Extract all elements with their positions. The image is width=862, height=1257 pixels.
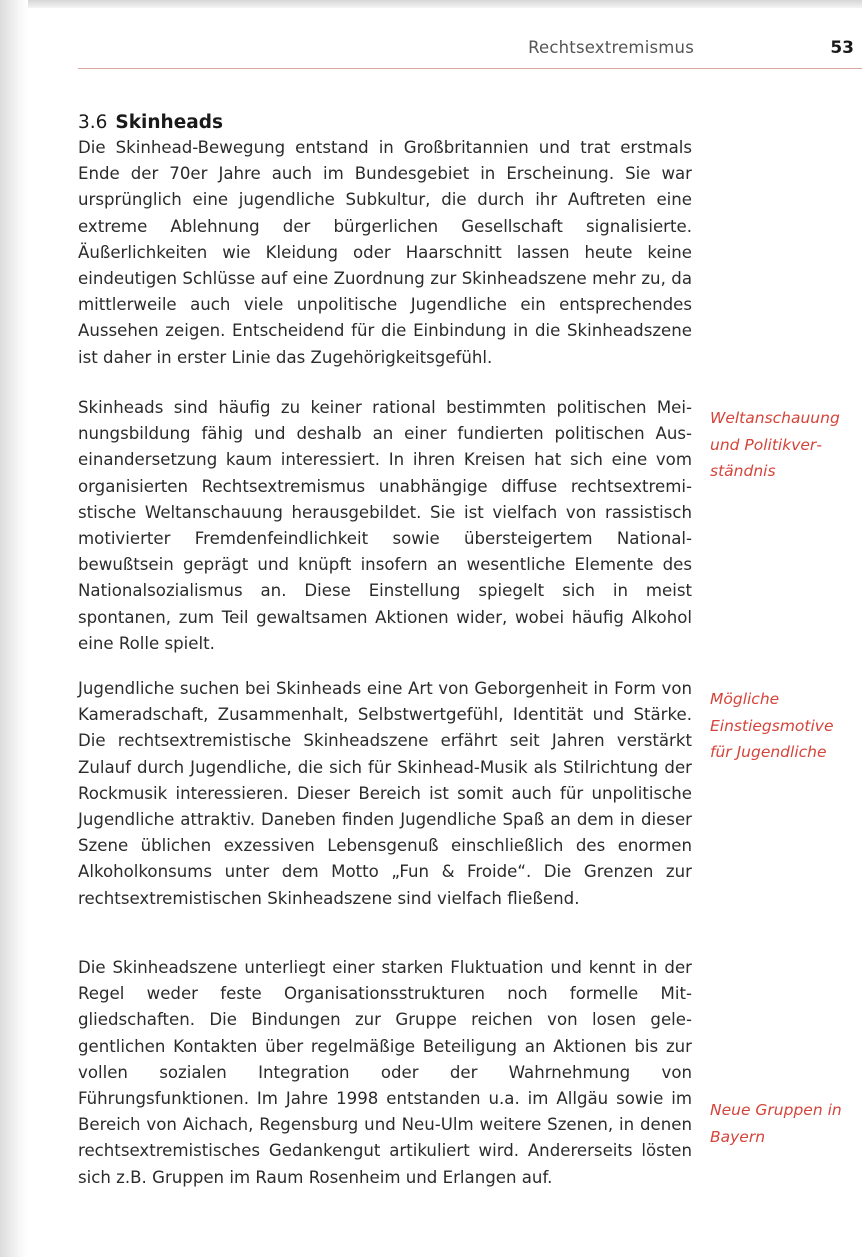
paragraph-motives: Jugendliche suchen bei Skinheads eine Art von Geborgenheit in Form von Kameradschaft, Zusammenhalt, Selbstwertgefühl, Identität und Stärke. Die rechtsextremistische Skinheadszene erfährt seit Jahren verstärkt Zulauf durch Jugendliche, die sich für Skinhead-Musik als Stilrichtung der Rockmusik interessieren. Dieser Bereich ist somit auch für unpolitische Jugendliche attraktiv. Daneben finden Jugendliche Spaß an dem in dieser Szene üblichen exzessiven Lebensgenuß einschließlich des enormen Alkoholkonsums unter dem Motto „Fun & Froide“. Die Grenzen zur rechtsextremistischen Skinheadszene sind vielfach fließend.	[78, 679, 692, 908]
section-number: 3.6	[78, 112, 108, 133]
scan-binding-edge	[0, 0, 28, 1257]
section-heading	[78, 112, 223, 133]
margin-note-motives: Mögliche Einstiegsmotive für Jugendliche	[710, 690, 834, 761]
paragraph-origin: Die Skinhead-Bewegung entstand in Großbritannien und trat erstmals Ende der 70er Jahre auch im Bundesgebiet in Erscheinung. Sie war ursprünglich eine jugendliche Subkultur, die durch ihr Auftreten eine extreme Ablehnung der bürgerlichen Gesellschaft signalisierte. Äußerlichkeiten wie Kleidung oder Haarschnitt lassen heute keine eindeutigen Schlüsse auf eine Zuordnung zur Skinheadszene mehr zu, da mittlerweile auch viele unpolitische Jugendliche ein entsprechendes Aussehen zeigen. Entscheidend für die Einbindung in die Skinheadszene ist daher in erster Linie das Zugehörigkeitsgefühl.	[78, 138, 692, 367]
paragraph-worldview: Skinheads sind häufig zu keiner rational bestimmten politischen Meinungsbildung fähig und deshalb an einer fundierten politischen Auseinandersetzung kaum interessiert. In ihren Kreisen hat sich eine vom organisierten Rechtsextremismus unabhängige diffuse rechtsextremistische Weltanschauung herausgebildet. Sie ist vielfach von rassistisch motivierter Fremdenfeindlichkeit sowie übersteigertem Nationalbewußtsein geprägt und knüpft insofern an wesentliche Elemente des Nationalsozialismus an. Diese Einstellung spiegelt sich in meist spontanen, zum Teil gewaltsamen Aktionen wider, wobei häufig Alkohol eine Rolle spielt.	[78, 398, 692, 653]
running-title: Rechtsextremismus	[528, 38, 694, 57]
section-title: Skinheads	[115, 112, 224, 133]
header-rule	[78, 68, 862, 69]
scan-top-edge	[0, 0, 862, 8]
margin-note-new-groups: Neue Gruppen in Bayern	[710, 1101, 842, 1146]
margin-note-worldview: Weltanschauung und Politikverständnis	[710, 409, 840, 480]
paragraph-new-groups: Die Skinheadszene unterliegt einer starken Fluktuation und kennt in der Regel weder feste Organisationsstrukturen noch formelle Mitgliedschaften. Die Bindungen zur Gruppe reichen von losen gelegentlichen Kontakten über regelmäßige Beteiligung an Aktionen bis zur vollen sozialen Integration oder der Wahrnehmung von Führungsfunktionen. Im Jahre 1998 entstanden u.a. im Allgäu sowie im Bereich von Aichach, Regensburg und Neu-Ulm weitere Szenen, in denen rechtsextremistisches Gedankengut artikuliert wird. Andererseits lösten sich z.B. Gruppen im Raum Rosenheim und Erlangen auf.	[78, 958, 692, 1187]
page-number: 53	[830, 38, 854, 58]
